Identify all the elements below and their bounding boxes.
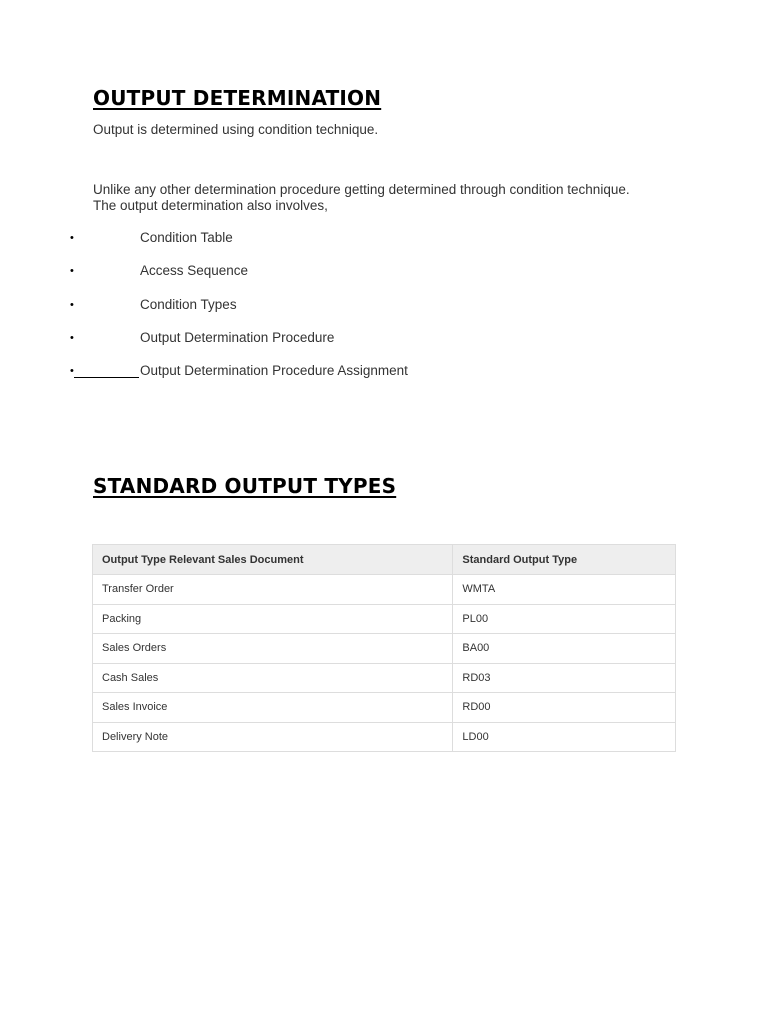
table-row xyxy=(93,604,676,634)
bullet-icon: • xyxy=(70,331,74,344)
table-row xyxy=(93,575,676,605)
table-cell-output-type: BA00 xyxy=(453,634,676,664)
column-header-output-type: Standard Output Type xyxy=(453,545,676,575)
table-cell-output-type: RD00 xyxy=(453,693,676,723)
table-cell-output-type: WMTA xyxy=(453,575,676,605)
table-cell-output-type: PL00 xyxy=(453,604,676,634)
table-row xyxy=(93,693,676,723)
intro-paragraph: Output is determined using condition technique. xyxy=(93,122,379,137)
table-cell-output-type: LD00 xyxy=(453,722,676,752)
list-item xyxy=(0,229,700,262)
table-cell-document: Transfer Order xyxy=(93,575,453,605)
bullet-icon: • xyxy=(70,232,74,244)
column-header-document: Output Type Relevant Sales Document xyxy=(93,545,453,575)
output-types-table xyxy=(92,544,676,752)
table-cell-document: Sales Orders xyxy=(93,634,453,664)
list-item xyxy=(0,362,700,395)
list-item xyxy=(0,262,700,295)
list-item xyxy=(0,329,700,362)
table-cell-document: Packing xyxy=(93,604,453,634)
tab-leader-line xyxy=(74,377,139,378)
list-item-label: Output Determination Procedure Assignment xyxy=(140,363,408,379)
table-cell-document: Cash Sales xyxy=(93,663,453,693)
list-item-label: Condition Types xyxy=(140,296,237,312)
section-heading-standard-output-types: STANDARD OUTPUT TYPES xyxy=(93,474,397,498)
list-item-label: Output Determination Procedure xyxy=(140,329,335,345)
table-row xyxy=(93,634,676,664)
bullet-icon: • xyxy=(70,265,74,278)
list-item-label: Condition Table xyxy=(140,230,233,245)
description-line-2: The output determination also involves, xyxy=(93,198,328,213)
table-header-row xyxy=(93,545,676,575)
list-item xyxy=(0,296,700,329)
table-cell-output-type: RD03 xyxy=(453,663,676,693)
description-line-1: Unlike any other determination procedure getting determined through condition technique. xyxy=(93,182,630,197)
section-heading-output-determination: OUTPUT DETERMINATION xyxy=(93,86,382,110)
table-cell-document: Sales Invoice xyxy=(93,693,453,723)
bullet-icon: • xyxy=(70,298,74,311)
table-cell-document: Delivery Note xyxy=(93,722,453,752)
components-list xyxy=(0,229,700,395)
list-item-label: Access Sequence xyxy=(140,263,249,279)
bullet-icon: • xyxy=(70,365,74,378)
table-row xyxy=(93,722,676,752)
table-row xyxy=(93,663,676,693)
